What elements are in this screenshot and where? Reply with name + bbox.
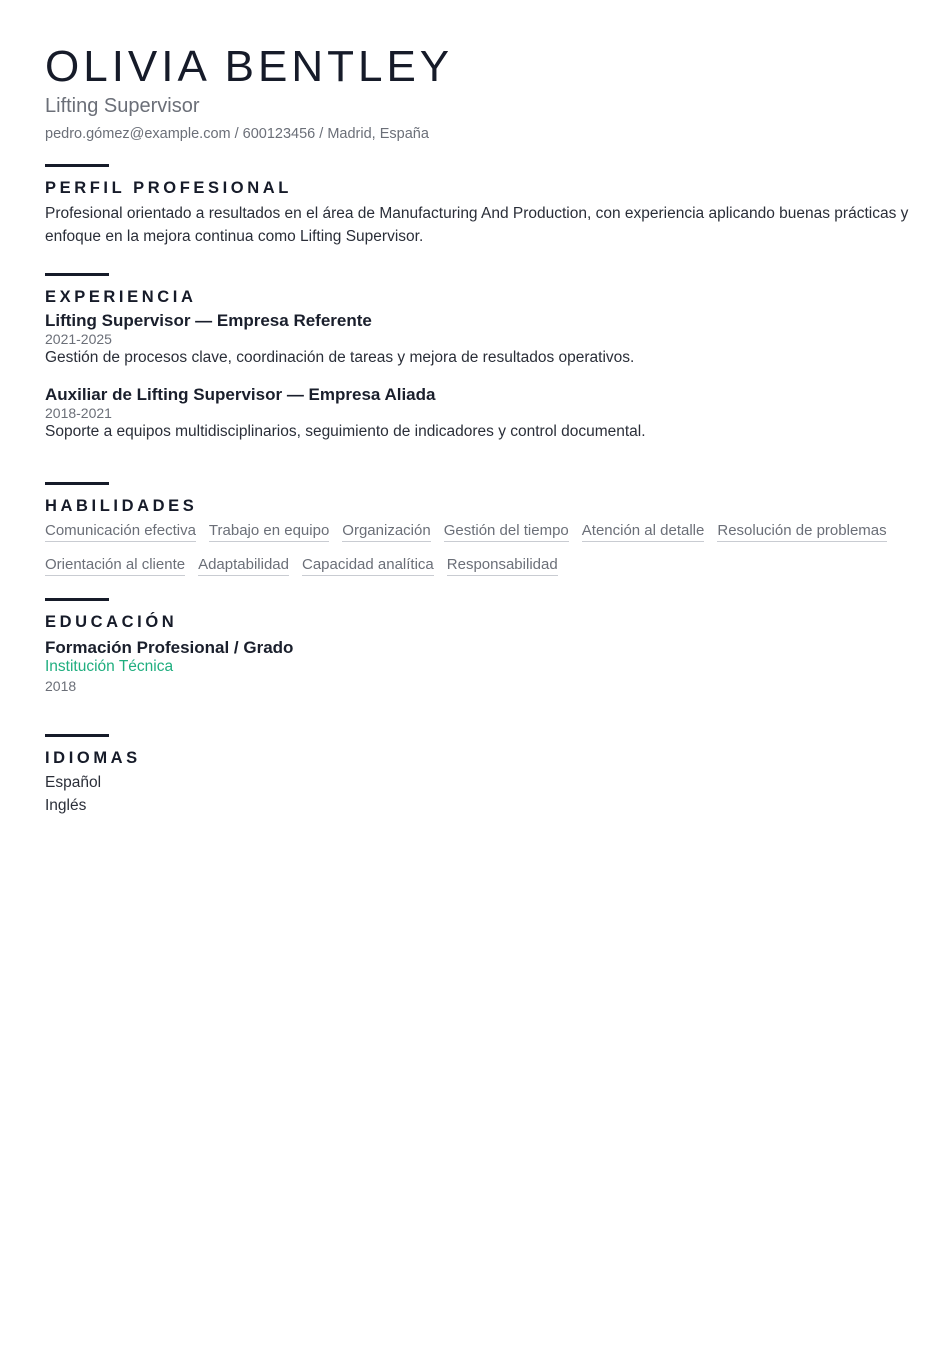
education-degree: Formación Profesional / Grado (45, 638, 294, 657)
skill-tag: Trabajo en equipo (209, 521, 329, 542)
skills-section-title: HABILIDADES (45, 497, 198, 515)
skill-tag: Atención al detalle (582, 521, 705, 542)
skill-tag: Organización (342, 521, 430, 542)
profile-section (45, 164, 912, 248)
candidate-role: Lifting Supervisor (45, 95, 200, 117)
job-description: Soporte a equipos multidisciplinarios, seguimiento de indicadores y control documental. (45, 423, 646, 440)
section-divider (45, 273, 109, 276)
skill-tag: Resolución de problemas (717, 521, 886, 542)
education-section (45, 598, 912, 696)
skills-list (45, 521, 915, 589)
education-year: 2018 (45, 678, 77, 694)
section-divider (45, 598, 109, 601)
education-item (45, 638, 912, 696)
skill-tag: Comunicación efectiva (45, 521, 196, 542)
experience-item (45, 311, 912, 369)
section-divider (45, 482, 109, 485)
candidate-name: OLIVIA BENTLEY (45, 42, 454, 91)
skills-section (45, 482, 912, 589)
languages-section (45, 734, 912, 817)
section-divider (45, 734, 109, 737)
languages-list (45, 771, 912, 817)
experience-section (45, 273, 912, 443)
language-item: Español (45, 774, 102, 791)
profile-section-title: PERFIL PROFESIONAL (45, 179, 292, 197)
skill-tag: Orientación al cliente (45, 555, 185, 576)
skill-tag: Responsabilidad (447, 555, 558, 576)
skill-tag: Adaptabilidad (198, 555, 289, 576)
contact-info: pedro.gómez@example.com / 600123456 / Madrid, España (45, 126, 429, 142)
job-period: 2021-2025 (45, 331, 112, 347)
job-title: Auxiliar de Lifting Supervisor — Empresa Aliada (45, 385, 436, 404)
profile-text: Profesional orientado a resultados en el área de Manufacturing And Production, con experiencia aplicando buenas prácticas y enfoque en la mejora continua como Lifting Supervisor. (45, 205, 909, 245)
education-section-title: EDUCACIÓN (45, 613, 178, 631)
section-divider (45, 164, 109, 167)
experience-section-title: EXPERIENCIA (45, 288, 197, 306)
job-period: 2018-2021 (45, 405, 112, 421)
experience-item (45, 385, 912, 443)
language-item: Inglés (45, 797, 87, 814)
skill-tag: Gestión del tiempo (444, 521, 569, 542)
skill-tag: Capacidad analítica (302, 555, 434, 576)
job-description: Gestión de procesos clave, coordinación de tareas y mejora de resultados operativos. (45, 349, 635, 366)
education-institution: Institución Técnica (45, 658, 174, 675)
languages-section-title: IDIOMAS (45, 749, 141, 767)
resume-header (45, 44, 912, 143)
job-title: Lifting Supervisor — Empresa Referente (45, 311, 372, 330)
